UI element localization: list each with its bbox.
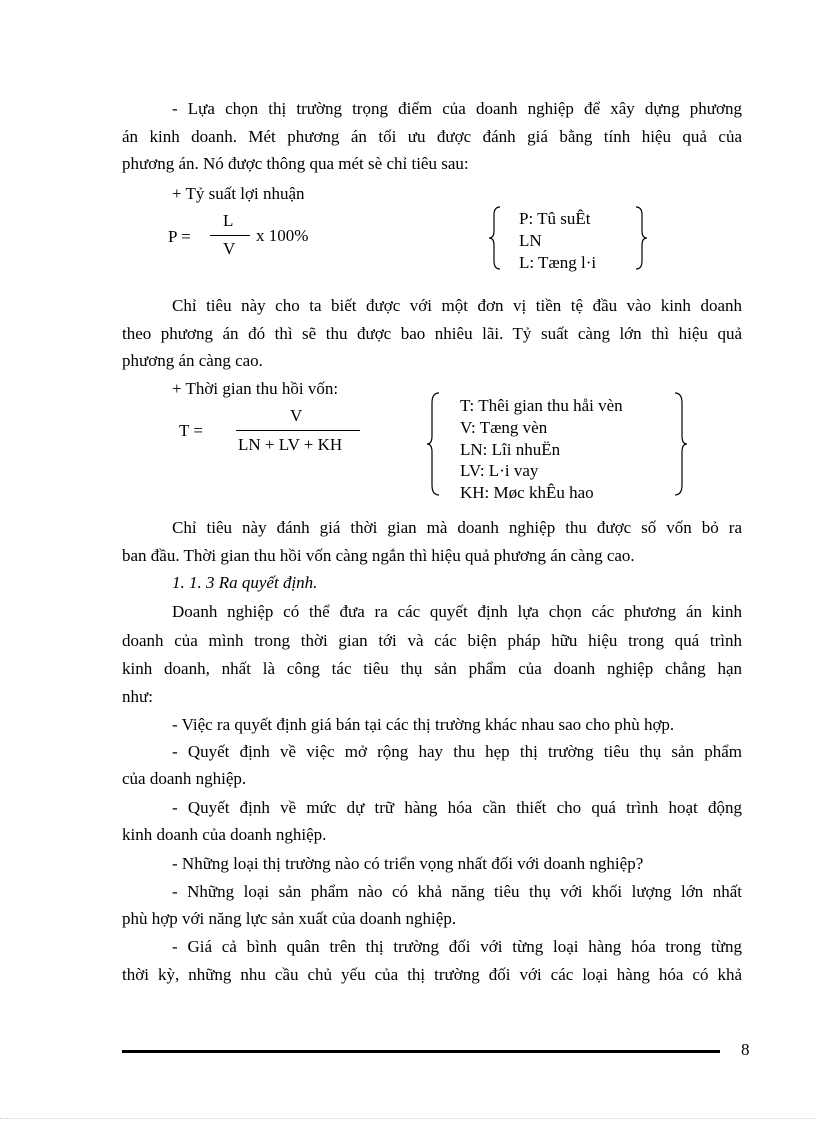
legend-item: LN xyxy=(519,231,542,250)
legend-item: V: Tæng vèn xyxy=(460,418,548,437)
fraction-bar xyxy=(236,430,360,431)
right-brace-icon xyxy=(672,391,688,497)
list-item-continuation: phù hợp với năng lực sản xuất của doanh nghiệp. xyxy=(122,909,457,928)
fraction-bar xyxy=(210,235,250,236)
list-item: - Những loại thị trường nào có triển vọng nhất đối với doanh nghiệp? xyxy=(172,854,644,873)
formula-numerator: L xyxy=(223,211,234,230)
paragraph-line: kinh doanh, nhất là công tác tiêu thụ sản phẩm của doanh nghiệp chẳng hạn xyxy=(122,659,742,678)
right-brace-icon xyxy=(632,205,648,271)
legend-item: L: Tæng l·i xyxy=(519,253,597,272)
list-item-continuation: kinh doanh của doanh nghiệp. xyxy=(122,825,327,844)
legend-item: T: Thêi gian thu håi vèn xyxy=(460,396,623,415)
list-item: - Quyết định về mức dự trữ hàng hóa cần thiết cho quá trình hoạt động xyxy=(172,798,742,817)
formula-lhs: P = xyxy=(168,227,191,246)
paragraph-line: phương án. Nó được thông qua mét sè chỉ tiêu sau: xyxy=(122,154,469,173)
list-item-continuation: thời kỳ, những nhu cầu chủ yếu của thị trường đối với các loại hàng hóa có khả xyxy=(122,965,742,984)
formula-denominator: V xyxy=(223,239,236,258)
legend-item: P: Tû suÊt xyxy=(519,209,591,228)
formula-multiplier: x 100% xyxy=(256,226,309,245)
formula-heading: + Tỷ suất lợi nhuận xyxy=(172,184,305,203)
formula-lhs: T = xyxy=(179,421,203,440)
list-item: - Giá cả bình quân trên thị trường đối với từng loại hàng hóa trong từng xyxy=(172,937,742,956)
paragraph-line: Doanh nghiệp có thể đưa ra các quyết định lựa chọn các phương án kinh xyxy=(172,602,742,621)
paragraph-line: phương án càng cao. xyxy=(122,351,263,370)
paragraph-line: Chỉ tiêu này đánh giá thời gian mà doanh nghiệp thu được số vốn bỏ ra xyxy=(172,518,742,537)
paragraph-line: - Lựa chọn thị trường trọng điểm của doanh nghiệp để xây dựng phương xyxy=(172,99,742,118)
paragraph-line: như: xyxy=(122,687,153,706)
legend-item: LV: L·i vay xyxy=(460,461,539,480)
list-item: - Việc ra quyết định giá bán tại các thị trường khác nhau sao cho phù hợp. xyxy=(172,715,675,734)
paragraph-line: theo phương án đó thì sẽ thu được bao nhiêu lãi. Tỷ suất càng lớn thì hiệu quả xyxy=(122,324,742,343)
formula-heading: + Thời gian thu hồi vốn: xyxy=(172,379,339,398)
paragraph-line: Chỉ tiêu này cho ta biết được với một đơn vị tiền tệ đầu vào kinh doanh xyxy=(172,296,742,315)
formula-denominator: LN + LV + KH xyxy=(238,435,343,454)
list-item-continuation: của doanh nghiệp. xyxy=(122,769,247,788)
list-item: - Những loại sản phẩm nào có khả năng tiêu thụ với khối lượng lớn nhất xyxy=(172,882,742,901)
legend-item: LN: Lîi nhuËn xyxy=(460,440,561,459)
section-heading: 1. 1. 3 Ra quyết định. xyxy=(172,573,318,592)
left-brace-icon xyxy=(488,205,504,271)
formula-numerator: V xyxy=(290,406,303,425)
page-number: 8 xyxy=(741,1040,750,1059)
footer-rule xyxy=(122,1050,720,1053)
paragraph-line: án kinh doanh. Mét phương án tối ưu được đánh giá bằng tính hiệu quả của xyxy=(122,127,742,146)
list-item: - Quyết định về việc mở rộng hay thu hẹp thị trường tiêu thụ sản phẩm xyxy=(172,742,742,761)
left-brace-icon xyxy=(426,391,442,497)
paragraph-line: ban đầu. Thời gian thu hồi vốn càng ngắn thì hiệu quả phương án càng cao. xyxy=(122,546,635,565)
paragraph-line: doanh của mình trong thời gian tới và các biện pháp hữu hiệu trong quá trình xyxy=(122,631,742,650)
page-bottom-border xyxy=(0,1118,816,1119)
legend-item: KH: Møc khÊu hao xyxy=(460,483,594,502)
